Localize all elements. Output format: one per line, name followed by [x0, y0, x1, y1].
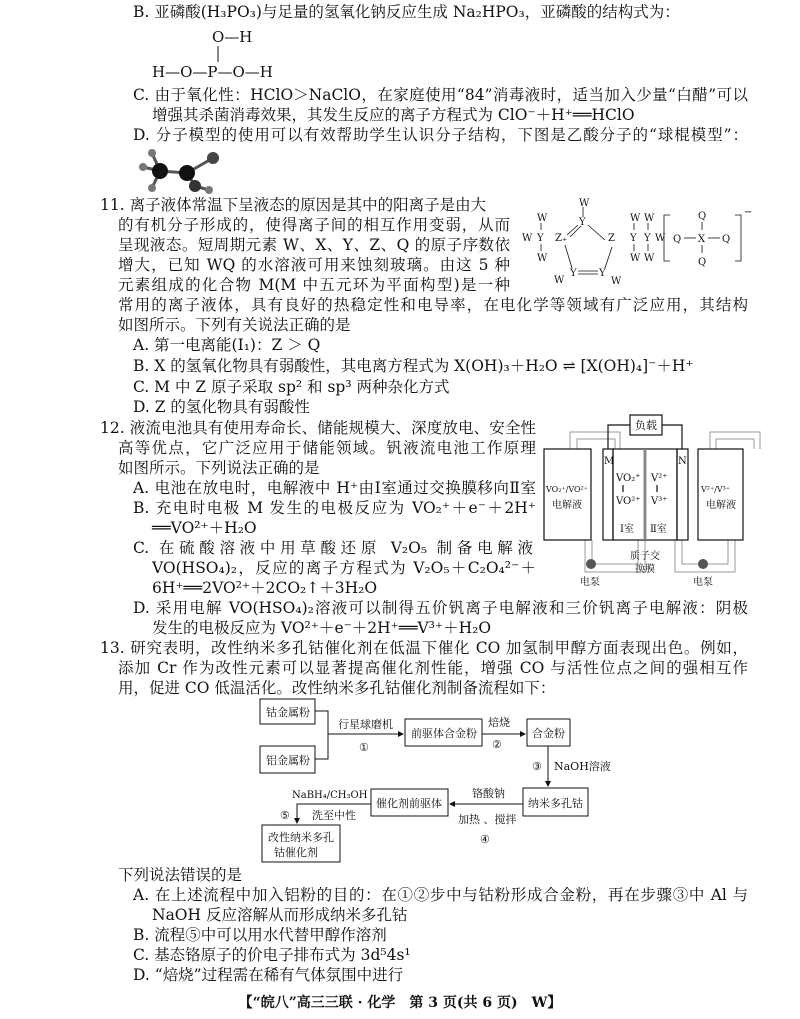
- atom-y: Y: [644, 233, 651, 244]
- step5-label2: 洗至中性: [312, 809, 356, 822]
- q13-line2: 添加 Cr 作为改性元素可以显著提高催化剂性能，增强 CO 与活性位点之间的强相互作: [118, 659, 748, 677]
- final-catalyst-box: 改性纳米多孔: [268, 831, 334, 844]
- phosphorous-acid-structure: [140, 24, 300, 82]
- step1-number: ①: [359, 741, 369, 754]
- chamber2-top: V²⁺: [651, 473, 668, 484]
- q11-option-c: C. M 中 Z 原子采取 sp² 和 sp³ 两种杂化方式: [133, 378, 450, 396]
- precursor-alloy-box: 前驱体合金粉: [411, 727, 477, 740]
- left-tank: [544, 449, 591, 540]
- q12-line2: 高等优点，它广泛应用于储能领域。钒液流电池工作原理: [118, 439, 536, 457]
- cobalt-powder-box: 钴金属粉: [266, 706, 310, 719]
- atom-y: Y: [537, 233, 544, 244]
- pump-icon: [586, 559, 596, 569]
- atom-w: W: [554, 275, 565, 286]
- atom-q: Q: [673, 234, 682, 245]
- aluminum-powder-box: 铝金属粉: [266, 754, 310, 767]
- q12-line3: 如图所示。下列说法正确的是: [118, 459, 320, 477]
- vanadium-flow-battery-diagram: [530, 412, 770, 596]
- electrode-m-label: M: [604, 456, 615, 467]
- anion-charge: −: [744, 207, 753, 218]
- atom-w: W: [630, 213, 641, 224]
- q12-line1: 12. 液流电池具有使用寿命长、储能规模大、深度放电、安全性: [100, 419, 536, 437]
- step2-number: ②: [492, 738, 502, 751]
- q11-line3: 呈现液态。短周期元素 W、X、Y、Z、Q 的原子序数依: [118, 236, 510, 254]
- q12-option-b-line2: ══VO²⁺＋H₂O: [152, 519, 257, 537]
- room2-label: Ⅱ室: [650, 524, 667, 535]
- page-footer: 【“皖八”高三三联 · 化学 第 3 页(共 6 页) W】: [238, 995, 562, 1011]
- q12-option-c-line1: C. 在硫酸溶液中用草酸还原 V₂O₅ 制备电解液: [133, 539, 533, 557]
- atom-w: W: [655, 233, 666, 244]
- atom-q: Q: [698, 211, 707, 222]
- q10-option-c-line1: C. 由于氧化性：HClO＞NaClO，在家庭使用“84”消毒液时，适当加入少量“白醋”可以: [133, 86, 748, 104]
- atom-y: Y: [630, 233, 637, 244]
- pump-icon: [698, 559, 708, 569]
- atom-y: Y: [570, 268, 577, 279]
- atom-q: Q: [698, 257, 707, 268]
- acetic-acid-ball-stick-model: [135, 145, 225, 195]
- left-tank-label: VO₂⁺/VO²⁺: [546, 485, 588, 494]
- q12-option-b-line1: B. 充电时电极 M 发生的电极反应为 VO₂⁺＋e⁻＋2H⁺: [133, 499, 536, 517]
- chamber1-top: VO₂⁺: [616, 473, 641, 484]
- pump-label: 电泵: [580, 577, 600, 588]
- atom-q: Q: [722, 234, 731, 245]
- atom-y: Y: [579, 217, 586, 228]
- q11-line7: 如图所示。下列有关说法正确的是: [118, 316, 351, 334]
- chamber1-bottom: VO²⁺: [616, 496, 641, 507]
- atom-y: Y: [599, 268, 606, 279]
- membrane-label: 质子交: [630, 551, 660, 562]
- pump-label: 电泵: [693, 577, 713, 588]
- nanoporous-cobalt-box: 纳米多孔钴: [528, 797, 583, 810]
- q13-option-d: D. “焙烧”过程需在稀有气体氛围中进行: [133, 966, 404, 984]
- step2-label: 焙烧: [488, 716, 510, 729]
- step3-number: ③: [532, 760, 542, 773]
- q10-option-d: D. 分子模型的使用可以有效帮助学生认识分子结构，下图是乙酸分子的“球棍模型”：: [133, 126, 748, 144]
- q10-option-c-line2: 增强其杀菌消毒效果，其发生反应的离子方程式为 ClO⁻＋H⁺══HClO: [152, 106, 635, 124]
- q11-line4: 增大，已知 WQ 的水溶液可用来蚀刻玻璃。由这 5 种: [118, 256, 510, 274]
- atom-w: W: [630, 253, 641, 264]
- catalyst-preparation-flowchart: [240, 698, 640, 864]
- q13-line1: 13. 研究表明，改性纳米多孔钴催化剂在低温下催化 CO 加氢制甲醇方面表现出色。例如，: [100, 639, 748, 657]
- q12-option-c-line3: 6H⁺══2VO²⁺＋2CO₂↑＋3H₂O: [152, 579, 378, 597]
- left-tank-label2: 电解液: [552, 500, 582, 511]
- atom-w: W: [644, 213, 655, 224]
- step5-label: NaBH₄/CH₃OH: [292, 790, 368, 801]
- q13-option-a-line2: NaOH 反应溶解从而形成纳米多孔钴: [152, 906, 408, 924]
- right-tank-label2: 电解液: [706, 500, 736, 511]
- q11-line1: 11. 离子液体常温下呈液态的原因是其中的阳离子是由大: [100, 196, 487, 214]
- q12-option-a: A. 电池在放电时，电解液中 H⁺由Ⅰ室通过交换膜移向Ⅱ室: [133, 479, 536, 497]
- right-tank-label: V²⁺/V³⁺: [701, 485, 731, 494]
- formula-bottom: H—O—P—O—H: [152, 63, 273, 81]
- formula-top: O—H: [212, 28, 253, 46]
- step4-number: ④: [480, 833, 490, 846]
- q13-option-a-line1: A. 在上述流程中加入铝粉的目的：在①②步中与钴粉形成合金粉，再在步骤③中 Al 与: [133, 886, 748, 904]
- atom-w: W: [522, 233, 533, 244]
- membrane-label2: 换膜: [635, 564, 655, 575]
- electrode-n-label: N: [678, 456, 687, 467]
- q13-ask: 下列说法错误的是: [118, 866, 243, 884]
- ionic-liquid-structure: [520, 195, 800, 290]
- atom-w: W: [537, 253, 548, 264]
- atom-z-plus: Z₊: [555, 233, 568, 244]
- q11-option-d: D. Z 的氢化物具有弱酸性: [133, 398, 310, 416]
- q11-line6: 常用的离子液体，具有良好的热稳定性和电导率，在电化学等领域有广泛应用，其结构: [118, 296, 748, 314]
- atom-w: W: [611, 276, 622, 287]
- q11-option-b: B. X 的氢氧化物具有弱酸性，其电离方程式为 X(OH)₃＋H₂O ⇌ [X(OH)₄]⁻＋H⁺: [133, 357, 694, 375]
- q11-line5: 元素组成的化合物 M(M 中五元环为平面构型)是一种: [118, 276, 510, 294]
- alloy-powder-box: 合金粉: [532, 727, 565, 740]
- atom-z: Z: [608, 233, 615, 244]
- q12-option-c-line2: VO(HSO₄)₂，反应的离子方程式为 V₂O₅＋C₂O₄²⁻＋: [152, 559, 536, 577]
- atom-w: W: [537, 213, 548, 224]
- q12-option-d-line1: D. 采用电解 VO(HSO₄)₂溶液可以制得五价钒离子电解液和三价钒离子电解液：阴极: [133, 599, 748, 617]
- room1-label: Ⅰ室: [620, 524, 634, 535]
- q11-line2: 的有机分子形成的，使得离子间的相互作用变弱，从而: [118, 216, 510, 234]
- atom-w: W: [644, 253, 655, 264]
- catalyst-precursor-box: 催化剂前驱体: [376, 797, 442, 810]
- final-catalyst-box-line2: 钴催化剂: [274, 846, 318, 859]
- chamber2-bottom: V³⁺: [651, 496, 668, 507]
- q13-option-c: C. 基态铬原子的价电子排布式为 3d⁵4s¹: [133, 946, 411, 964]
- right-tank: [698, 449, 743, 540]
- step5-number: ⑤: [280, 809, 290, 822]
- atom-x: X: [698, 234, 706, 245]
- step4-label: 铬酸钠: [472, 787, 505, 800]
- atom-w: W: [579, 198, 590, 209]
- load-label: 负载: [635, 419, 657, 432]
- q13-option-b: B. 流程⑤中可以用水代替甲醇作溶剂: [133, 926, 387, 944]
- q12-option-d-line2: 发生的电极反应为 VO²⁺＋e⁻＋2H⁺══V³⁺＋H₂O: [152, 619, 492, 637]
- q13-line3: 用，促进 CO 低温活化。改性纳米多孔钴催化剂制备流程如下：: [118, 679, 556, 697]
- step3-label: NaOH溶液: [554, 760, 611, 773]
- q10-option-b: B. 亚磷酸(H₃PO₃)与足量的氢氧化钠反应生成 Na₂HPO₃，亚磷酸的结构式为：: [133, 3, 680, 21]
- q11-option-a: A. 第一电离能(I₁)：Z ＞ Q: [133, 336, 321, 354]
- step1-label: 行星球磨机: [338, 718, 393, 731]
- step4-label2: 加热 、搅拌: [458, 813, 517, 826]
